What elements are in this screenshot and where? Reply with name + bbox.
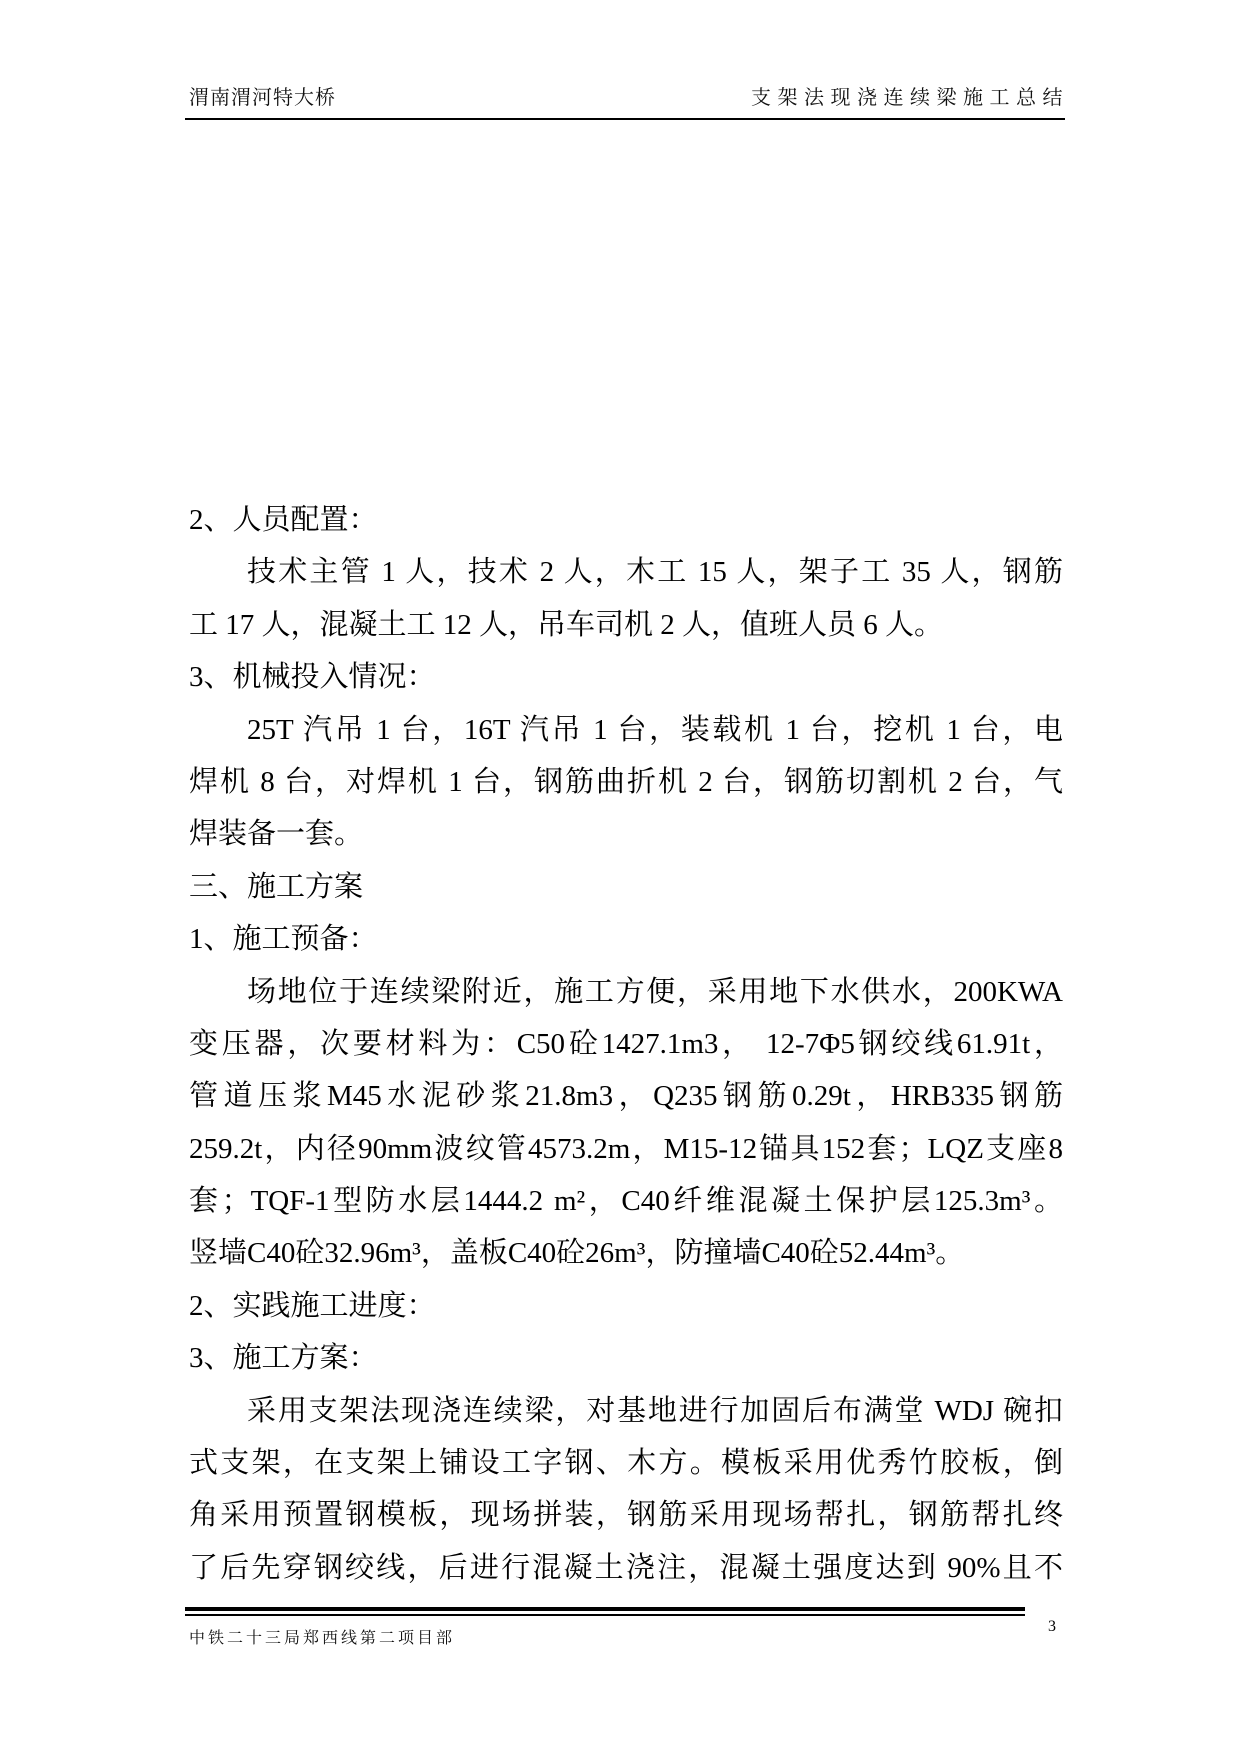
paragraph-line: 技术主管 1 人，技术 2 人，木工 15 人，架子工 35 人，钢筋 <box>247 556 1063 589</box>
paragraph-line: 变压器，次要材料为：C50砼1427.1m3， 12-7Φ5钢绞线61.91t， <box>189 1027 1063 1060</box>
subsection-heading-scheme: 3、施工方案： <box>189 1342 378 1375</box>
footer-organization: 中铁二十三局郑西线第二项目部 <box>189 1628 456 1647</box>
page-number: 3 <box>1048 1618 1056 1635</box>
paragraph-line: 角采用预置钢模板，现场拼装，钢筋采用现场帮扎，钢筋帮扎终 <box>189 1499 1063 1532</box>
subsection-heading-personnel: 2、人员配置： <box>189 504 378 536</box>
document-body <box>189 494 1063 1594</box>
header-document-title: 支架法现浇连续梁施工总结 <box>751 85 1069 109</box>
paragraph-line: 焊机 8 台，对焊机 1 台，钢筋曲折机 2 台，钢筋切割机 2 台，气 <box>189 765 1063 798</box>
paragraph-line: 工 17 人，混凝土工 12 人，吊车司机 2 人，值班人员 6 人。 <box>189 608 944 641</box>
subsection-heading-progress: 2、实践施工进度： <box>189 1289 436 1322</box>
paragraph-line: 了后先穿钢绞线，后进行混凝土浇注，混凝土强度达到 90%且不 <box>189 1551 1063 1584</box>
paragraph-line: 25T 汽吊 1 台，16T 汽吊 1 台，装载机 1 台，挖机 1 台，电 <box>247 713 1063 746</box>
subsection-heading-machinery: 3、机械投入情况： <box>189 661 436 694</box>
paragraph-line: 竖墙C40砼32.96m³，盖板C40砼26m³，防撞墙C40砼52.44m³。 <box>189 1237 965 1270</box>
footer-double-rule-thin <box>185 1614 1025 1616</box>
header-rule <box>185 118 1065 120</box>
section-heading-construction-plan: 三、施工方案 <box>189 870 364 903</box>
subsection-heading-preparation: 1、施工预备： <box>189 923 378 956</box>
paragraph-line: 259.2t，内径90mm波纹管4573.2m，M15-12锚具152套；LQZ支座8 <box>189 1132 1063 1165</box>
paragraph-line: 采用支架法现浇连续梁，对基地进行加固后布满堂 WDJ 碗扣 <box>247 1394 1063 1427</box>
paragraph-line: 管道压浆M45水泥砂浆21.8m3，Q235钢筋0.29t，HRB335钢筋 <box>189 1080 1063 1113</box>
paragraph-line: 式支架，在支架上铺设工字钢、木方。模板采用优秀竹胶板，倒 <box>189 1447 1063 1480</box>
paragraph-line: 焊装备一套。 <box>189 818 364 851</box>
paragraph-line: 场地位于连续梁附近，施工方便，采用地下水供水，200KWA <box>247 975 1063 1008</box>
footer-double-rule-thick <box>185 1607 1025 1611</box>
header-project-name: 渭南渭河特大桥 <box>189 85 336 109</box>
paragraph-line: 套；TQF-1型防水层1444.2 m²，C40纤维混凝土保护层125.3m³。 <box>189 1185 1063 1218</box>
